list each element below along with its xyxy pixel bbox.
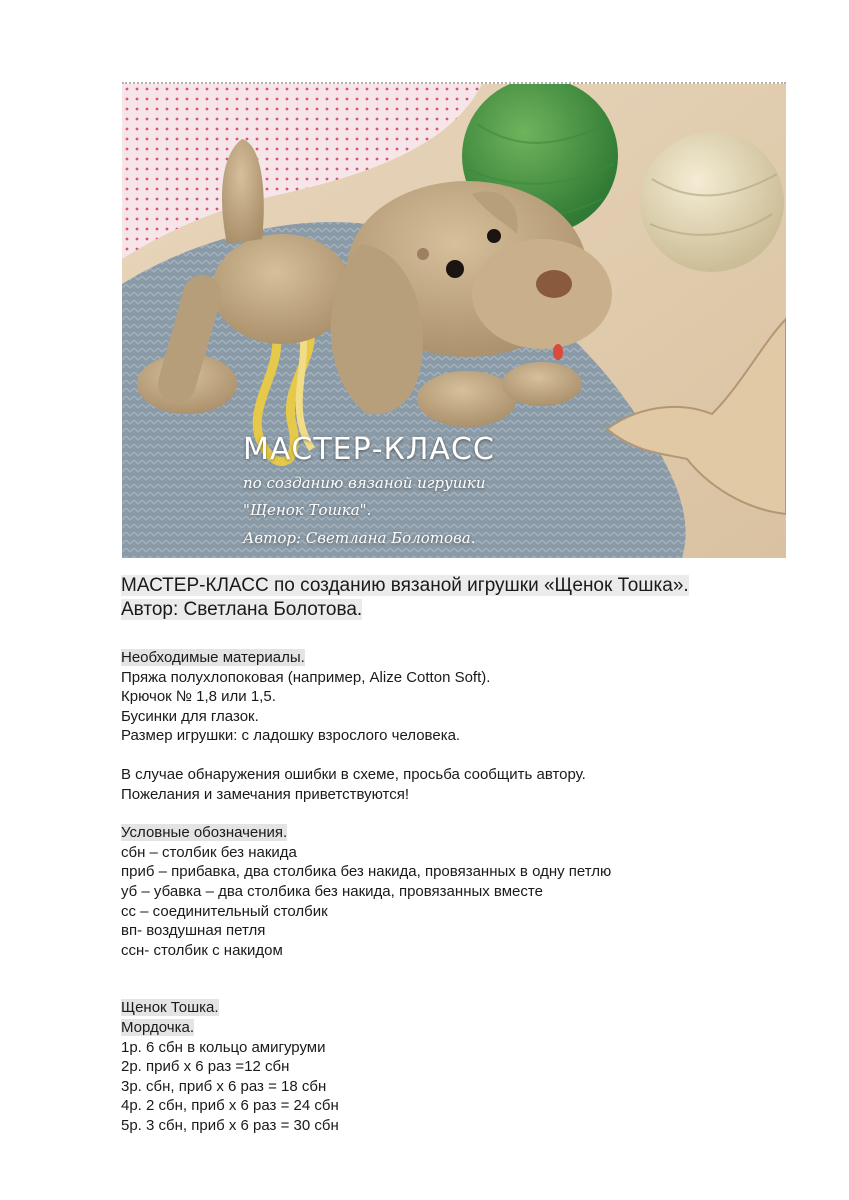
document-title xyxy=(121,574,761,598)
materials-item: Бусинки для глазок. xyxy=(121,707,259,725)
pattern-row: 3р. сбн, приб х 6 раз = 18 сбн xyxy=(121,1077,327,1095)
legend-item: вп- воздушная петля xyxy=(121,922,266,940)
pattern-row: 5р. 3 сбн, приб х 6 раз = 30 сбн xyxy=(121,1116,339,1134)
document-body xyxy=(121,574,761,1135)
legend-item: уб – убавка – два столбика без накида, провязанных вместе xyxy=(121,882,543,900)
materials-item: Размер игрушки: с ладошку взрослого человека. xyxy=(121,727,461,745)
photo-overlay-subtitle: по созданию вязаной игрушки xyxy=(243,474,486,492)
note-line: В случае обнаружения ошибки в схеме, просьба сообщить автору. xyxy=(121,765,586,783)
section-title: Щенок Тошка. xyxy=(121,999,219,1017)
pattern-row: 4р. 2 сбн, приб х 6 раз = 24 сбн xyxy=(121,1097,339,1115)
note-line: Пожелания и замечания приветствуются! xyxy=(121,785,410,803)
legend-item: сбн – столбик без накида xyxy=(121,843,297,861)
title-line-1: МАСТЕР-КЛАСС по созданию вязаной игрушки «Щенок Тошка». xyxy=(121,575,689,596)
pattern-row: 1р. 6 сбн в кольцо амигуруми xyxy=(121,1038,326,1056)
legend-heading: Условные обозначения. xyxy=(121,824,288,842)
materials-heading: Необходимые материалы. xyxy=(121,649,305,666)
materials-item: Пряжа полухлопоковая (например, Alize Cotton Soft). xyxy=(121,668,491,686)
photo-overlay-toy-name: "Щенок Тошка". xyxy=(243,501,372,519)
document-author xyxy=(121,598,761,622)
legend-item: ссн- столбик с накидом xyxy=(121,941,283,959)
materials-item: Крючок № 1,8 или 1,5. xyxy=(121,688,276,706)
title-line-2: Автор: Светлана Болотова. xyxy=(121,599,363,620)
photo-overlay-title: МАСТЕР-КЛАСС xyxy=(243,432,495,467)
legend-item: приб – прибавка, два столбика без накида, провязанных в одну петлю xyxy=(121,863,612,881)
photo-overlay-author: Автор: Светлана Болотова. xyxy=(243,529,476,547)
legend-item: сс – соединительный столбик xyxy=(121,902,328,920)
section-subtitle: Мордочка. xyxy=(121,1018,194,1036)
pattern-row: 2р. приб х 6 раз =12 сбн xyxy=(121,1058,290,1076)
